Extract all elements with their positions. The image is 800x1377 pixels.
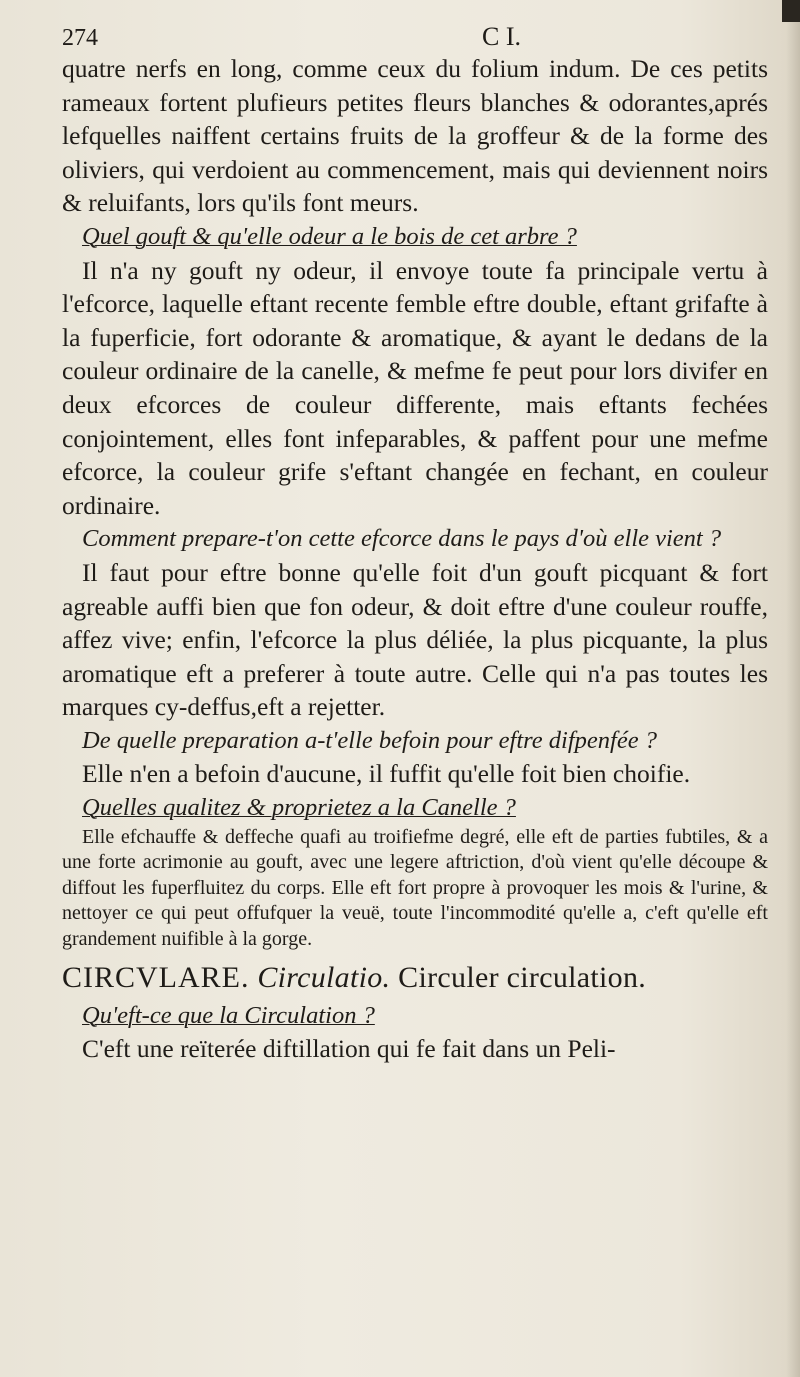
page-text (62, 20, 768, 1066)
entry-latin: Circulatio. (257, 960, 391, 994)
question-dispensing: De quelle preparation a-t'elle befoin pour eftre difpenfée ? (82, 726, 657, 754)
paragraph-properties: Elle efchauffe & deffeche quafi au troifiefme degré, elle eft de parties fubtiles, & a une forte acrimonie au gouft, avec une legere aftriction, d'où vient qu'elle découpe & diffout les fuperfluitez du corps. Elle eft fort propre à provoquer les mois & l'urine, & nettoyer ce qui peut offufquer la veuë, toute l'incommodité qu'elle a, c'eft qu'elle eft grandement nuifible à la gorge. (62, 825, 768, 951)
question-properties: Quelles qualitez & proprietez a la Canelle ? (82, 794, 516, 822)
page-number: 274 (62, 25, 98, 51)
question-taste-odor: Quel gouft & qu'elle odeur a le bois de cet arbre ? (82, 222, 577, 250)
corner-mark (782, 0, 800, 22)
running-head: C I. (482, 22, 521, 51)
paragraph-circulation: C'eft une reïterée diftillation qui fe fait dans un Peli- (82, 1034, 616, 1064)
page-header (62, 20, 768, 52)
dictionary-entry-circulare (62, 959, 768, 997)
paragraph-fruits: quatre nerfs en long, comme ceux du folium indum. De ces petits rameaux fortent plufieurs petites fleurs blanches & odorantes,aprés lefquelles naiffent certains fruits de la groffeur & de la forme des oliviers, qui verdoient au commencement, mais qui deviennent noirs & reluifants, lors qu'ils font meurs. (62, 54, 768, 218)
question-preparation: Comment prepare-t'on cette efcorce dans le pays d'où elle vient ? (82, 525, 722, 553)
entry-french: Circuler circulation. (398, 960, 647, 994)
paragraph-bark: Il n'a ny gouft ny odeur, il envoye toute fa principale vertu à l'efcorce, laquelle eftant recente femble eftre double, eftant grifafte à la fuperficie, fort odorante & aromatique, & ayant le dedans de la couleur ordinaire de la canelle, & mefme fe peut pour lors divifer en deux efcorces de couleur differente, mais eftants fechées conjointement, elles font infeparables, & paffent pour une mefme efcorce, la couleur grife s'eftant changée en fechant, en couleur ordinaire. (62, 255, 768, 520)
entry-headword: CIRCVLARE. (62, 960, 250, 994)
paragraph-quality: Il faut pour eftre bonne qu'elle foit d'un gouft picquant & fort agreable auffi bien que fon odeur, & doit eftre d'une couleur rouffe, affez vive; enfin, l'efcorce la plus déliée, la plus picquante, la plus aromatique eft a preferer à toute autre. Celle qui n'a pas toutes les marques cy-deffus,eft a rejetter. (62, 557, 768, 722)
question-circulation: Qu'eft-ce que la Circulation ? (82, 1001, 375, 1029)
page-edge-shadow (786, 0, 800, 1377)
paragraph-no-preparation: Elle n'en a befoin d'aucune, il fuffit qu'elle foit bien choifie. (82, 759, 691, 789)
